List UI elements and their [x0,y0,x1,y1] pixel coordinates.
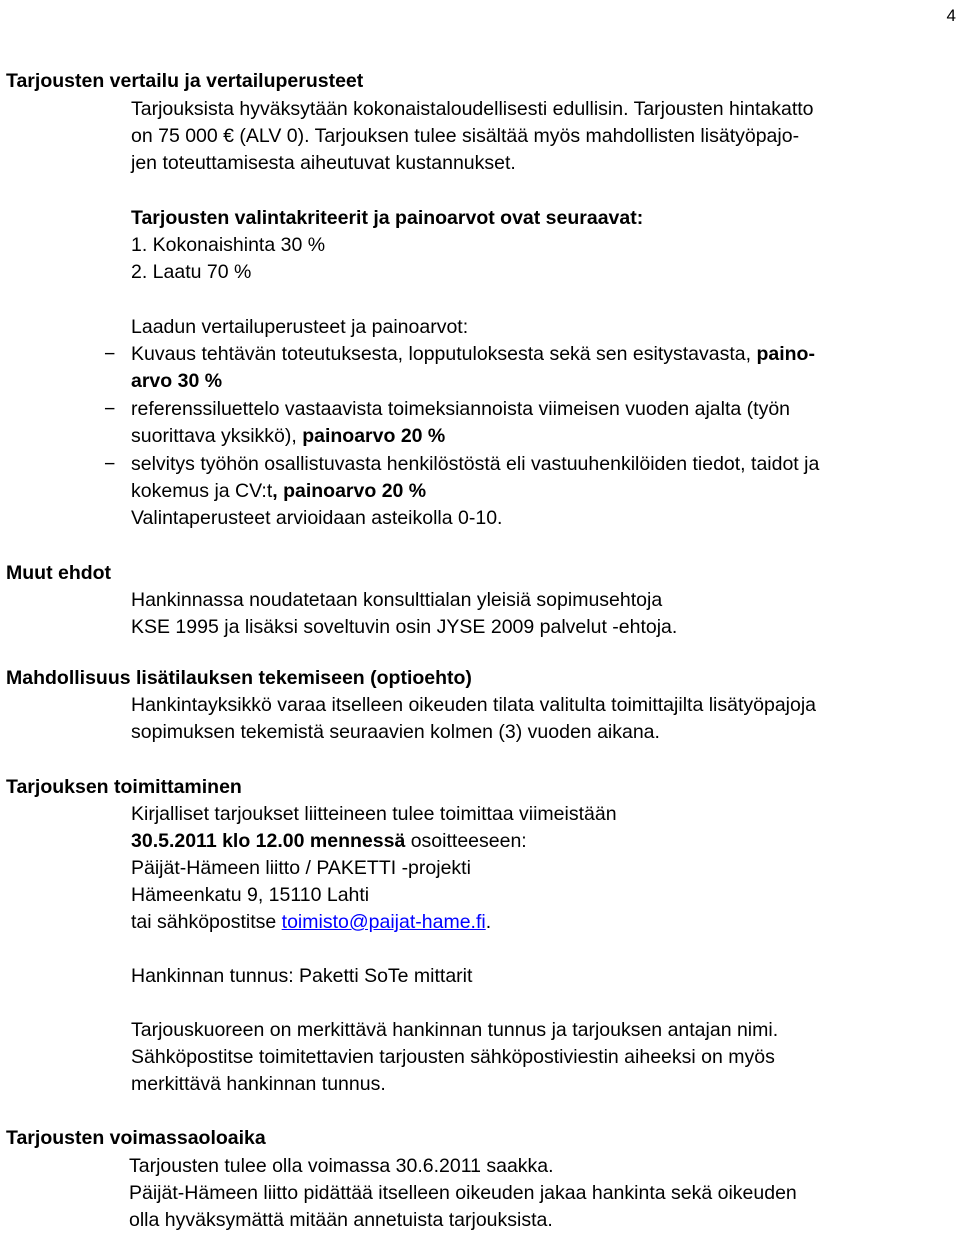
bullet-weight: arvo 30 % [131,370,223,392]
criteria-item: 2. Laatu 70 % [131,261,252,283]
other-terms-line: KSE 1995 ja lisäksi soveltuvin osin JYSE 2009 palvelut -ehtoja. [131,616,678,638]
marking-line: merkittävä hankinnan tunnus. [131,1073,386,1095]
validity-line: Tarjousten tulee olla voimassa 30.6.2011 saakka. [129,1155,554,1177]
comparison-paragraph-line: on 75 000 € (ALV 0). Tarjouksen tulee sisältää myös mahdollisten lisätyöpajo- [131,125,800,147]
marking-line: Tarjouskuoreen on merkittävä hankinnan tunnus ja tarjouksen antajan nimi. [131,1019,779,1041]
criteria-item: 1. Kokonaishinta 30 % [131,234,326,256]
page-number: 4 [946,6,956,25]
comparison-paragraph-line: jen toteuttamisesta aiheutuvat kustannukset. [131,152,516,174]
bullet-text: kokemus ja CV:t [131,480,273,502]
deadline-rest: osoitteeseen: [405,830,527,852]
comparison-heading: Tarjousten vertailu ja vertailuperusteet [6,70,364,92]
dash-icon: − [104,453,116,475]
bullet-text: suorittava yksikkö), [131,425,303,447]
validity-line: olla hyväksymättä mitään annetuista tarjouksista. [129,1209,553,1231]
other-terms-heading: Muut ehdot [6,562,112,584]
bullet-text: Kuvaus tehtävän toteutuksesta, lopputuloksesta sekä sen esitystavasta, [131,343,757,365]
validity-line: Päijät-Hämeen liitto pidättää itselleen oikeuden jakaa hankinta sekä oikeuden [129,1182,797,1204]
bullet-weight: paino- [756,343,815,365]
criteria-heading: Tarjousten valintakriteerit ja painoarvot ovat seuraavat: [131,207,644,229]
other-terms-line: Hankinnassa noudatetaan konsulttialan yleisiä sopimusehtoja [131,589,663,611]
option-line: Hankintayksikkö varaa itselleen oikeuden tilata valitulta toimittajilta lisätyöpajoja [131,694,817,716]
address-line: Päijät-Hämeen liitto / PAKETTI -projekti [131,857,471,879]
bullet-text: referenssiluettelo vastaavista toimeksiannoista viimeisen vuoden ajalta (työn [131,398,791,420]
marking-line: Sähköpostitse toimitettavien tarjousten sähköpostiviestin aiheeksi on myös [131,1046,775,1068]
scale-note: Valintaperusteet arvioidaan asteikolla 0-10. [131,507,503,529]
bullet-weight: painoarvo 20 % [302,425,446,447]
dash-icon: − [104,343,116,365]
validity-heading: Tarjousten voimassaoloaika [6,1127,266,1149]
bullet-text: selvitys työhön osallistuvasta henkilöstöstä eli vastuuhenkilöiden tiedot, taidot ja [131,453,820,475]
address-line: Hämeenkatu 9, 15110 Lahti [131,884,370,906]
option-line: sopimuksen tekemistä seuraavien kolmen (3) vuoden aikana. [131,721,660,743]
email-link[interactable]: toimisto@paijat-hame.fi [281,911,486,933]
comparison-paragraph-line: Tarjouksista hyväksytään kokonaistaloudellisesti edullisin. Tarjousten hintakatto [131,98,814,120]
email-suffix: . [485,911,492,933]
option-heading: Mahdollisuus lisätilauksen tekemiseen (optioehto) [6,667,472,689]
bullet-weight: , painoarvo 20 % [272,480,427,502]
quality-intro: Laadun vertailuperusteet ja painoarvot: [131,316,469,338]
deadline: 30.5.2011 klo 12.00 mennessä [131,830,406,852]
dash-icon: − [104,398,116,420]
email-prefix: tai sähköpostitse [131,911,282,933]
delivery-heading: Tarjouksen toimittaminen [6,776,242,798]
delivery-line: Kirjalliset tarjoukset liitteineen tulee toimittaa viimeistään [131,803,617,825]
procurement-id: Hankinnan tunnus: Paketti SoTe mittarit [131,965,473,987]
